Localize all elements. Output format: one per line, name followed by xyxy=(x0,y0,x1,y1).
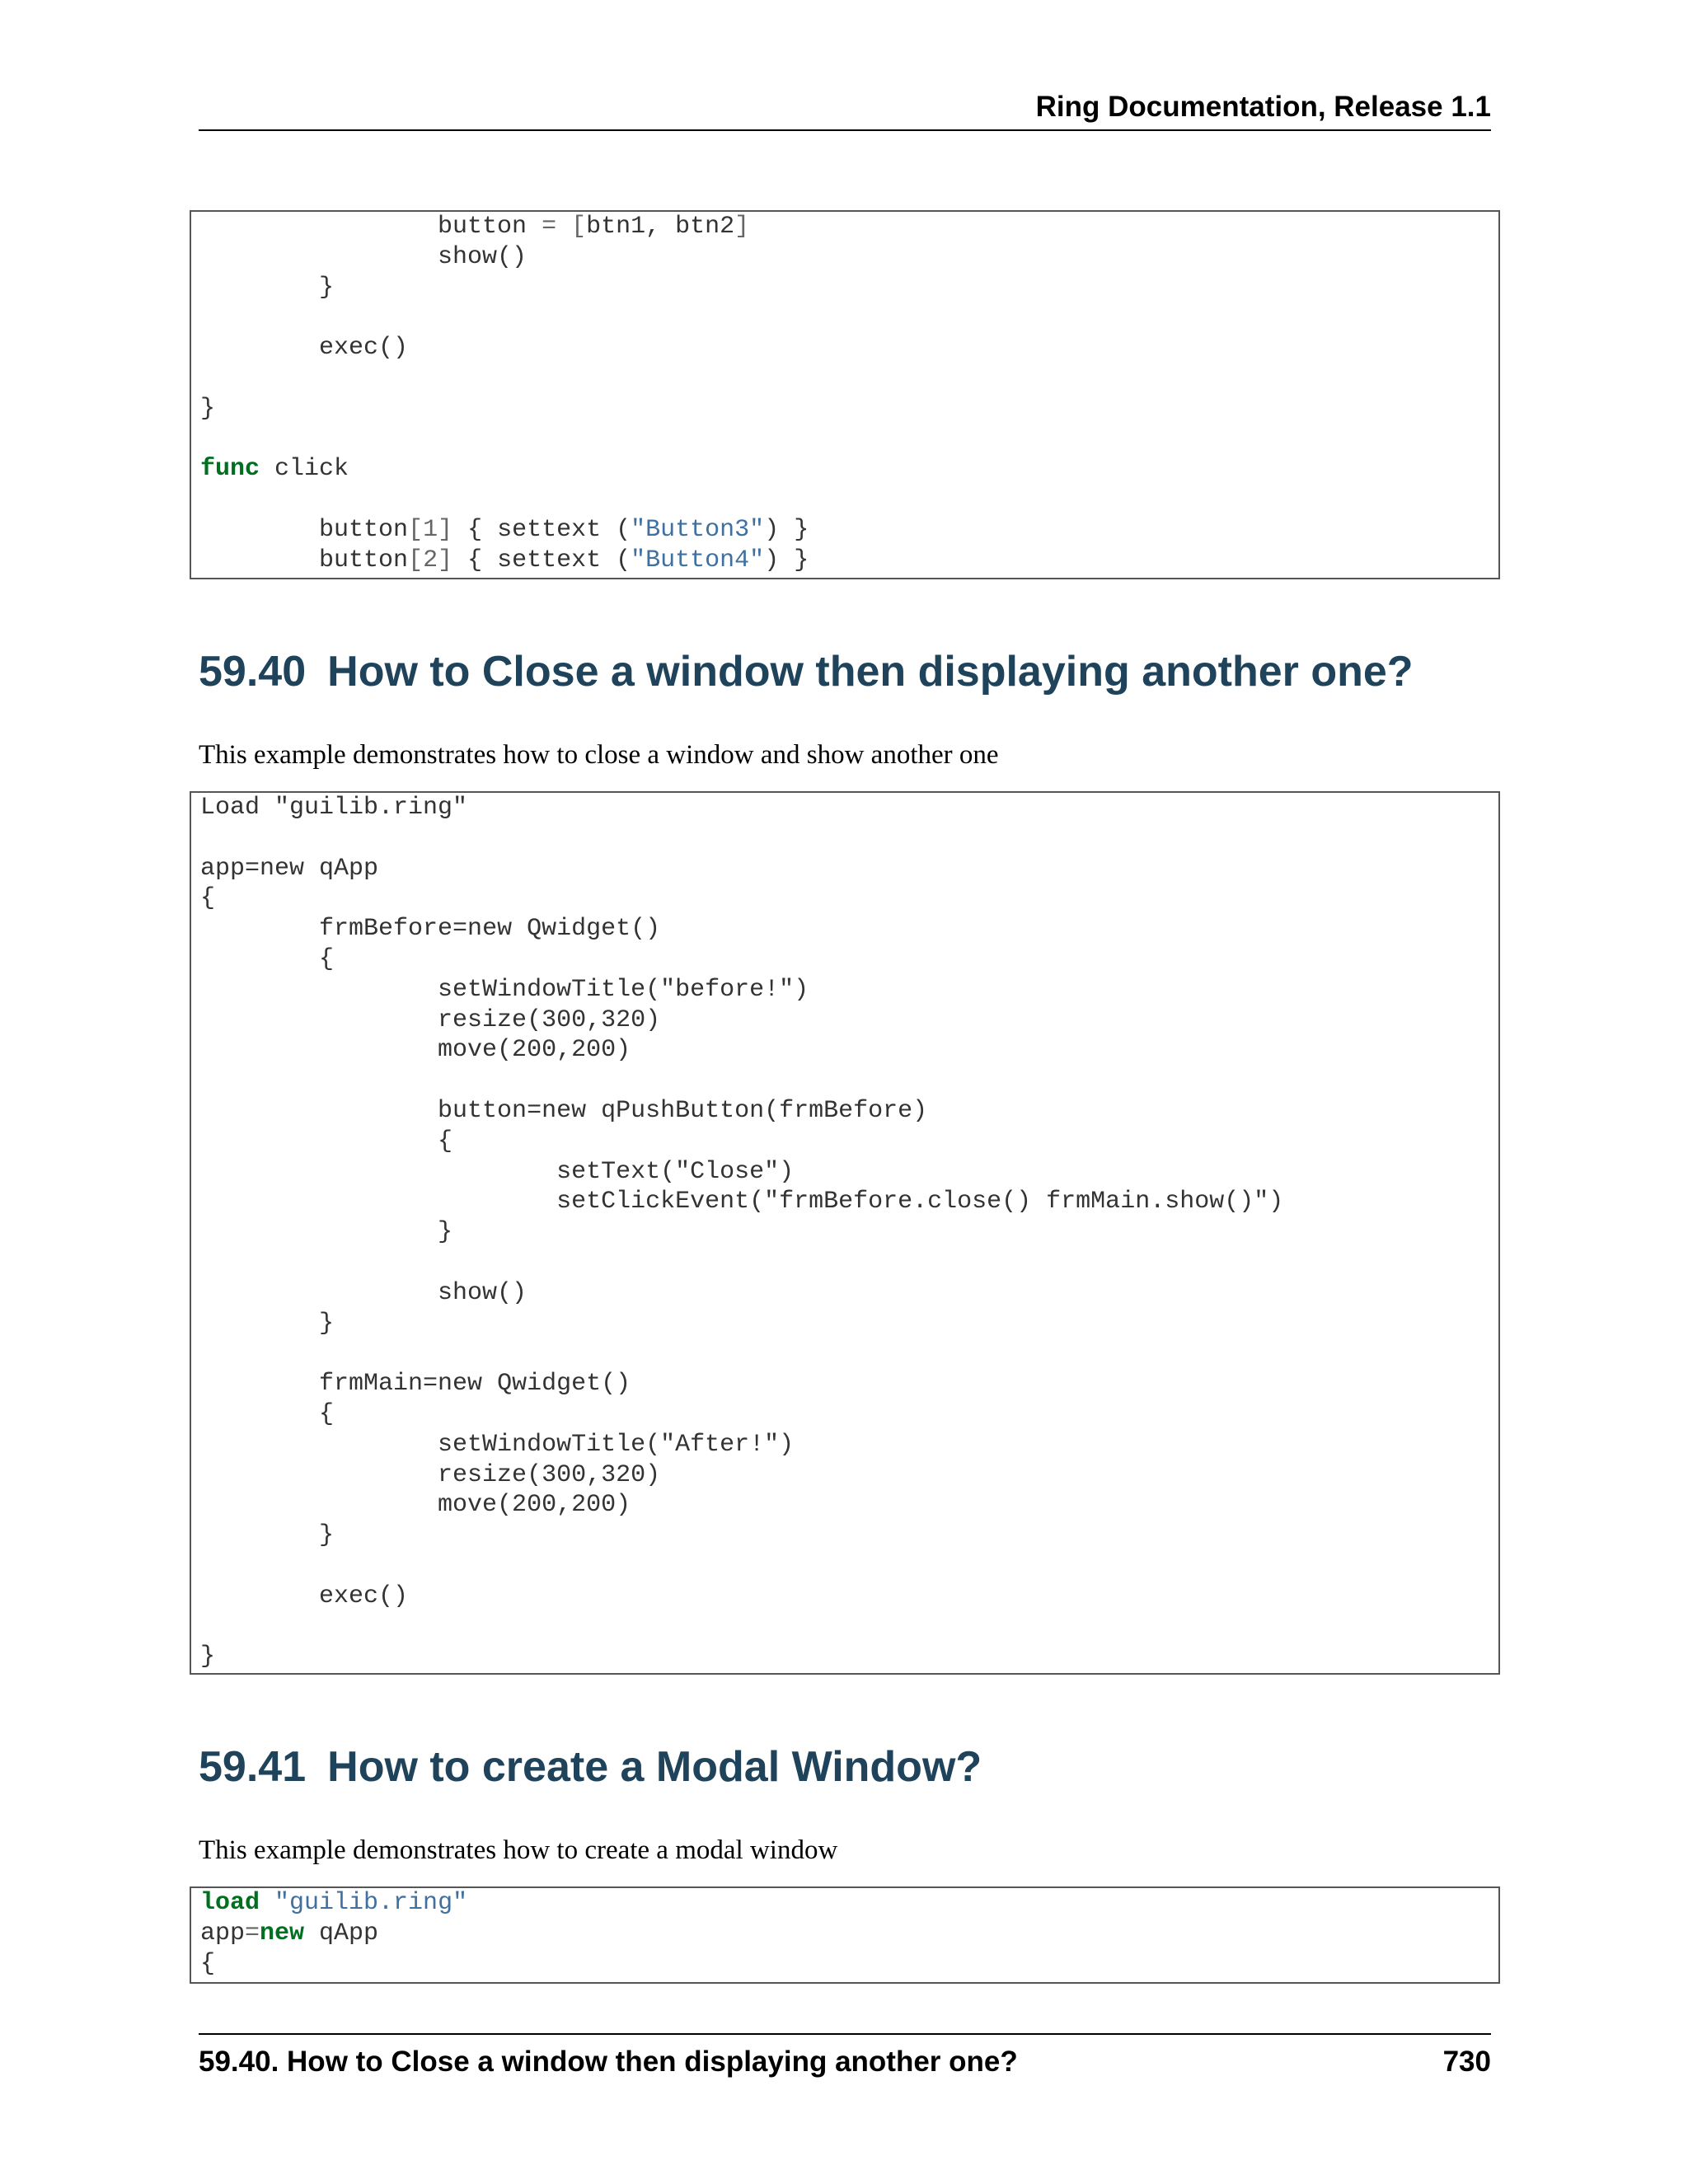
code-line: exec() xyxy=(200,1582,409,1610)
code-line: button[1] { settext ("Button3") } xyxy=(200,515,809,544)
code-line xyxy=(200,1612,1498,1643)
code-line xyxy=(200,485,1498,515)
section-title-text: How to create a Modal Window? xyxy=(327,1743,982,1791)
code-line: move(200,200) xyxy=(200,1491,631,1520)
code-block-close-window xyxy=(190,791,1500,1675)
footer-section-title: 59.40. How to Close a window then displaying another one? xyxy=(199,2046,1018,2078)
code-line: { xyxy=(200,1399,335,1428)
code-line: show() xyxy=(200,242,528,271)
code-line: frmMain=new Qwidget() xyxy=(200,1370,631,1399)
code-line: { xyxy=(200,1949,216,1978)
code-line xyxy=(200,823,1498,854)
code-line: } xyxy=(200,1643,216,1671)
code-line: setWindowTitle("before!") xyxy=(200,975,809,1004)
section-heading-59-41 xyxy=(199,1741,982,1793)
code-line: { xyxy=(200,944,335,973)
code-line: } xyxy=(200,1218,453,1247)
code-block-modal-window xyxy=(190,1886,1500,1984)
page-header xyxy=(199,93,1491,131)
code-line: button[2] { settext ("Button4") } xyxy=(200,546,809,574)
code-line: app=new qApp xyxy=(200,1919,379,1947)
code-line: } xyxy=(200,1309,335,1338)
code-line: app=new qApp xyxy=(200,854,379,883)
section-intro: This example demonstrates how to create a modal window xyxy=(199,1835,838,1865)
code-line xyxy=(200,1066,1498,1096)
code-line: } xyxy=(200,1521,335,1550)
code-line: move(200,200) xyxy=(200,1036,631,1065)
code-line: exec() xyxy=(200,334,409,363)
code-listing xyxy=(191,212,1498,576)
code-line xyxy=(200,424,1498,455)
code-line: } xyxy=(200,273,335,302)
code-line: button=new qPushButton(frmBefore) xyxy=(200,1096,928,1125)
page-number: 730 xyxy=(1442,2046,1491,2078)
code-line xyxy=(200,302,1498,333)
code-line: load "guilib.ring" xyxy=(200,1889,468,1917)
code-line: button = [btn1, btn2] xyxy=(438,213,750,241)
code-line xyxy=(200,1248,1498,1278)
code-line: { xyxy=(200,1127,453,1155)
code-line: resize(300,320) xyxy=(200,1460,661,1489)
code-line: setClickEvent("frmBefore.close() frmMain.show()") xyxy=(200,1188,1284,1216)
code-line xyxy=(200,1551,1498,1582)
code-line: frmBefore=new Qwidget() xyxy=(200,915,661,944)
code-line xyxy=(200,363,1498,394)
code-line: { xyxy=(200,884,216,913)
code-line: func click xyxy=(200,455,349,484)
code-line: setWindowTitle("After!") xyxy=(200,1430,795,1459)
code-line: show() xyxy=(200,1278,528,1307)
code-line: resize(300,320) xyxy=(200,1005,661,1034)
section-heading-59-40 xyxy=(199,646,1414,697)
code-line xyxy=(200,1338,1498,1369)
code-block-button-array xyxy=(190,210,1500,579)
section-intro: This example demonstrates how to close a window and show another one xyxy=(199,740,999,770)
code-line: Load "guilib.ring" xyxy=(200,794,468,822)
section-number: 59.41 xyxy=(199,1743,307,1791)
code-listing xyxy=(191,793,1498,1672)
code-line: setText("Close") xyxy=(200,1157,795,1186)
code-listing xyxy=(191,1888,1498,1979)
code-line: } xyxy=(200,394,216,423)
document-title: Ring Documentation, Release 1.1 xyxy=(1035,91,1491,123)
page-footer xyxy=(199,2033,1491,2083)
section-number: 59.40 xyxy=(199,648,307,696)
section-title-text: How to Close a window then displaying another one? xyxy=(327,648,1414,696)
